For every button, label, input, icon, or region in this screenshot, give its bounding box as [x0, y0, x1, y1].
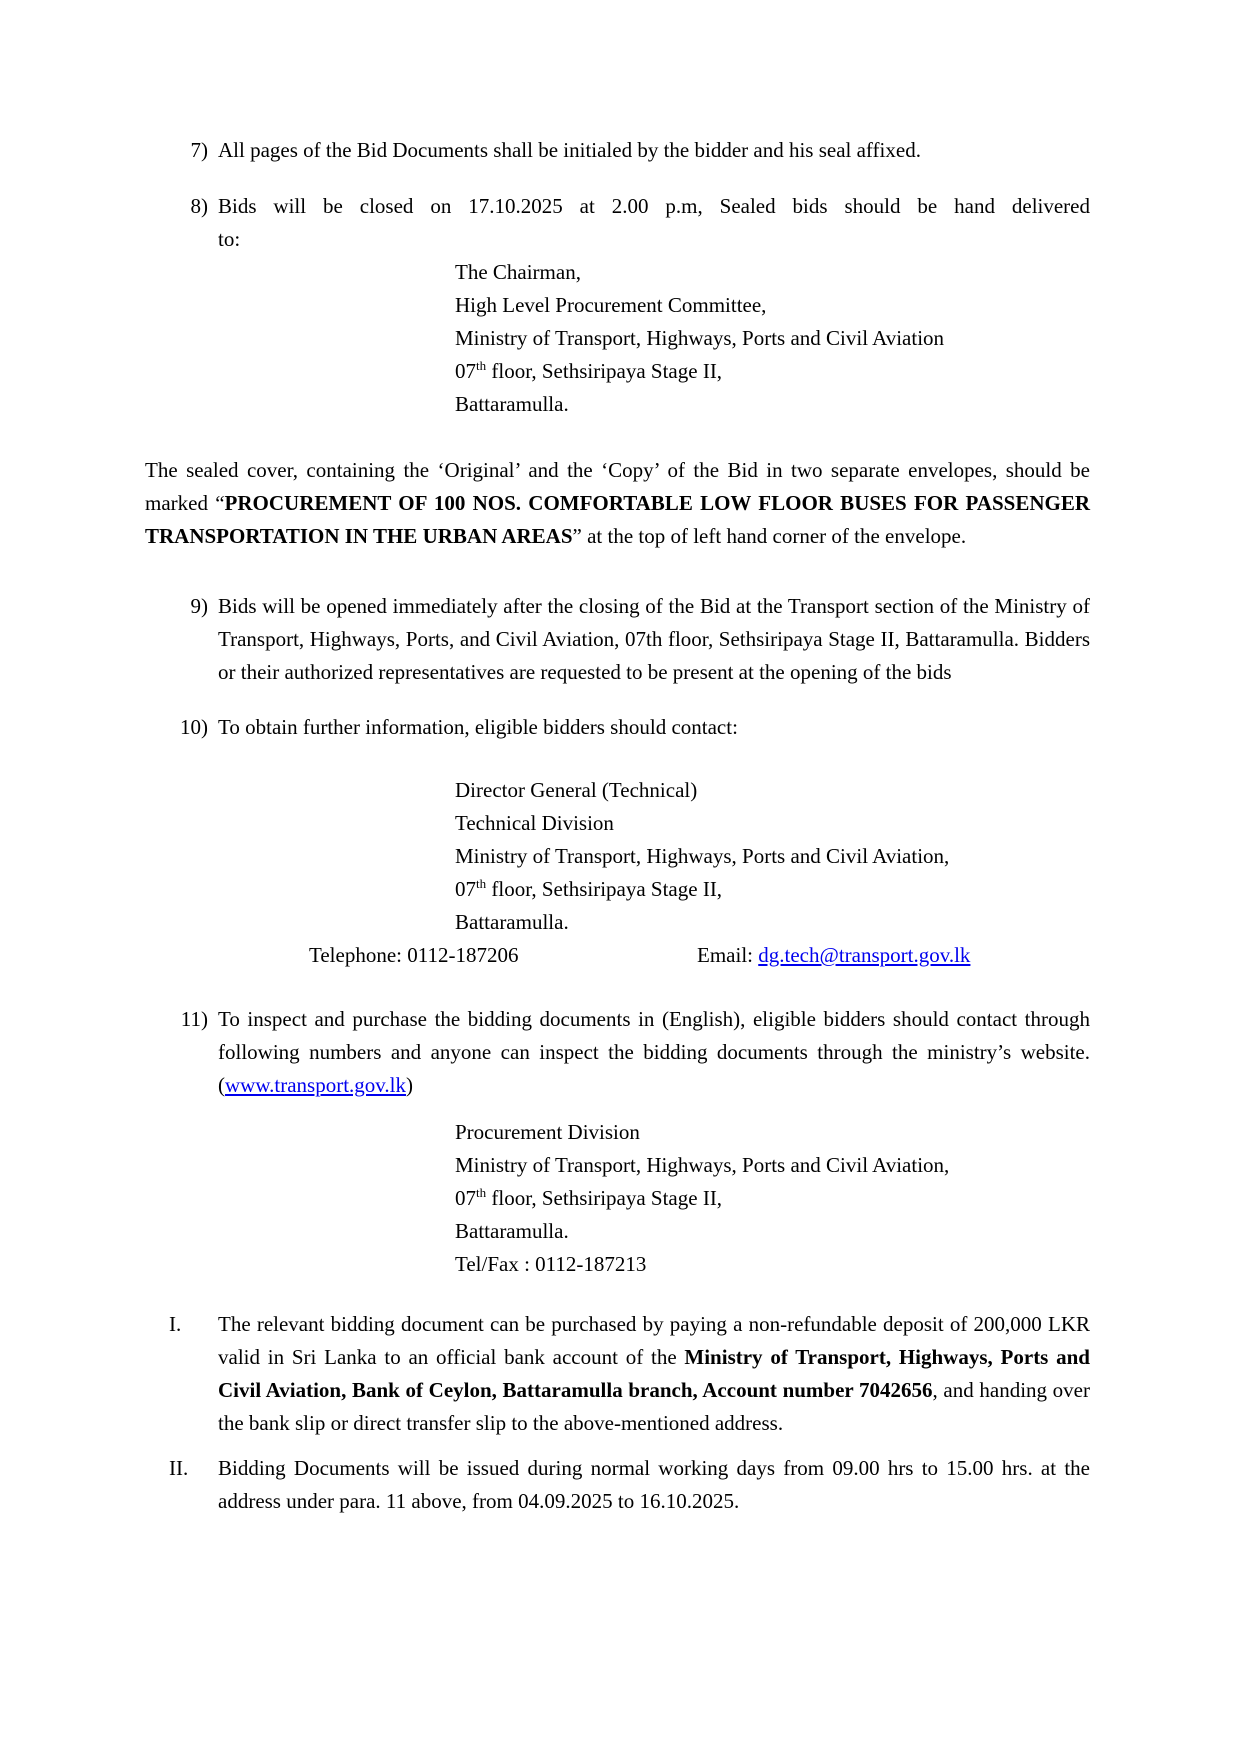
numbered-item-7	[145, 134, 1090, 167]
contact-line: Battaramulla.	[455, 910, 569, 934]
item-10-text: To obtain further information, eligible bidders should contact:	[218, 715, 738, 739]
floor-rest: floor, Sethsiripaya Stage II,	[486, 1186, 723, 1210]
telfax-number: Tel/Fax : 0112-187213	[455, 1252, 647, 1276]
roman-item-1	[145, 1308, 1090, 1440]
numbered-item-11	[145, 1003, 1090, 1102]
contact-floor-line	[455, 873, 1090, 906]
item-number: 10)	[180, 715, 208, 739]
floor-number: 07	[455, 1186, 476, 1210]
roman-1-part1: The relevant bidding document can be purchased by paying a non-refundable deposit of 200,000 LKR valid in Sri Lanka to an official bank account of the	[218, 1312, 1090, 1369]
roman-item-2	[145, 1452, 1090, 1518]
email-link[interactable]: dg.tech@transport.gov.lk	[758, 943, 971, 967]
item-number: 9)	[190, 594, 208, 618]
address-line: The Chairman,	[455, 260, 581, 284]
contact-line: Director General (Technical)	[455, 778, 698, 802]
contact-line: Ministry of Transport, Highways, Ports and Civil Aviation,	[455, 1153, 950, 1177]
item-11-part1: To inspect and purchase the bidding documents in (English), eligible bidders should contact through following numbers and anyone can inspect the bidding documents through the ministry’s website. (	[218, 1007, 1090, 1097]
item-9-text: Bids will be opened immediately after the closing of the Bid at the Transport section of the Ministry of Transport, Highways, Ports, and Civil Aviation, 07th floor, Sethsiripaya Stage II, Battaramulla. Bidders or their authorized representatives are requested to be present at the opening of the bids	[218, 594, 1090, 684]
numbered-item-8	[145, 190, 1090, 256]
email-label: Email:	[697, 943, 759, 967]
sealed-paragraph-part2: ” at the top of left hand corner of the envelope.	[572, 524, 967, 548]
item-11-text	[218, 1003, 1090, 1102]
address-line: Battaramulla.	[455, 392, 569, 416]
floor-number: 07	[455, 359, 476, 383]
item-number: 8)	[190, 194, 208, 218]
roman-1-part2: , and handing over the bank slip or direct transfer slip to the above-mentioned address.	[218, 1378, 1090, 1435]
sealed-cover-paragraph	[145, 454, 1090, 553]
item-number: 7)	[190, 138, 208, 162]
floor-number: 07	[455, 877, 476, 901]
floor-ordinal: th	[476, 358, 487, 373]
contact-line: Battaramulla.	[455, 1219, 569, 1243]
address-line: High Level Procurement Committee,	[455, 293, 767, 317]
contact-line: Ministry of Transport, Highways, Ports and Civil Aviation,	[455, 844, 950, 868]
telephone-email-row	[309, 939, 1090, 972]
sealed-paragraph-part1: The sealed cover, containing the ‘Original’ and the ‘Copy’ of the Bid in two separate envelopes, should be marked “	[145, 458, 1090, 515]
bank-details-bold: Ministry of Transport, Highways, Ports and Civil Aviation, Bank of Ceylon, Battaramulla branch, Account number 7042656	[218, 1345, 1090, 1402]
item-8-body	[218, 190, 1090, 256]
contact-line: Technical Division	[455, 811, 614, 835]
roman-number: I.	[169, 1312, 182, 1336]
numbered-item-10	[145, 711, 1090, 744]
roman-1-text	[218, 1308, 1090, 1440]
telephone-number: Telephone: 0112-187206	[309, 943, 519, 967]
technical-contact-block	[455, 774, 1090, 939]
item-7-text: All pages of the Bid Documents shall be initialed by the bidder and his seal affixed.	[218, 138, 921, 162]
item-8-line1: Bids will be closed on 17.10.2025 at 2.00 p.m, Sealed bids should be hand delivered	[218, 194, 1090, 218]
item-number: 11)	[180, 1007, 208, 1031]
contact-floor-line	[455, 1182, 1090, 1215]
procurement-title-bold: PROCUREMENT OF 100 NOS. COMFORTABLE LOW FLOOR BUSES FOR PASSENGER TRANSPORTATION IN THE URBAN AREAS	[145, 491, 1091, 548]
procurement-contact-block	[455, 1116, 1090, 1281]
address-floor-line	[455, 355, 1090, 388]
chairman-address-block	[455, 256, 1090, 421]
item-11-part2: )	[406, 1073, 414, 1097]
floor-ordinal: th	[476, 876, 487, 891]
floor-rest: floor, Sethsiripaya Stage II,	[486, 877, 723, 901]
floor-rest: floor, Sethsiripaya Stage II,	[486, 359, 723, 383]
item-8-line2: to:	[218, 227, 241, 251]
roman-2-text: Bidding Documents will be issued during normal working days from 09.00 hrs to 15.00 hrs. at the address under para. 11 above, from 04.09.2025 to 16.10.2025.	[218, 1456, 1090, 1513]
floor-ordinal: th	[476, 1185, 487, 1200]
numbered-item-9	[145, 590, 1090, 689]
ministry-website-link[interactable]: www.transport.gov.lk	[225, 1073, 407, 1097]
roman-number: II.	[169, 1456, 189, 1480]
contact-line: Procurement Division	[455, 1120, 640, 1144]
address-line: Ministry of Transport, Highways, Ports and Civil Aviation	[455, 326, 945, 350]
